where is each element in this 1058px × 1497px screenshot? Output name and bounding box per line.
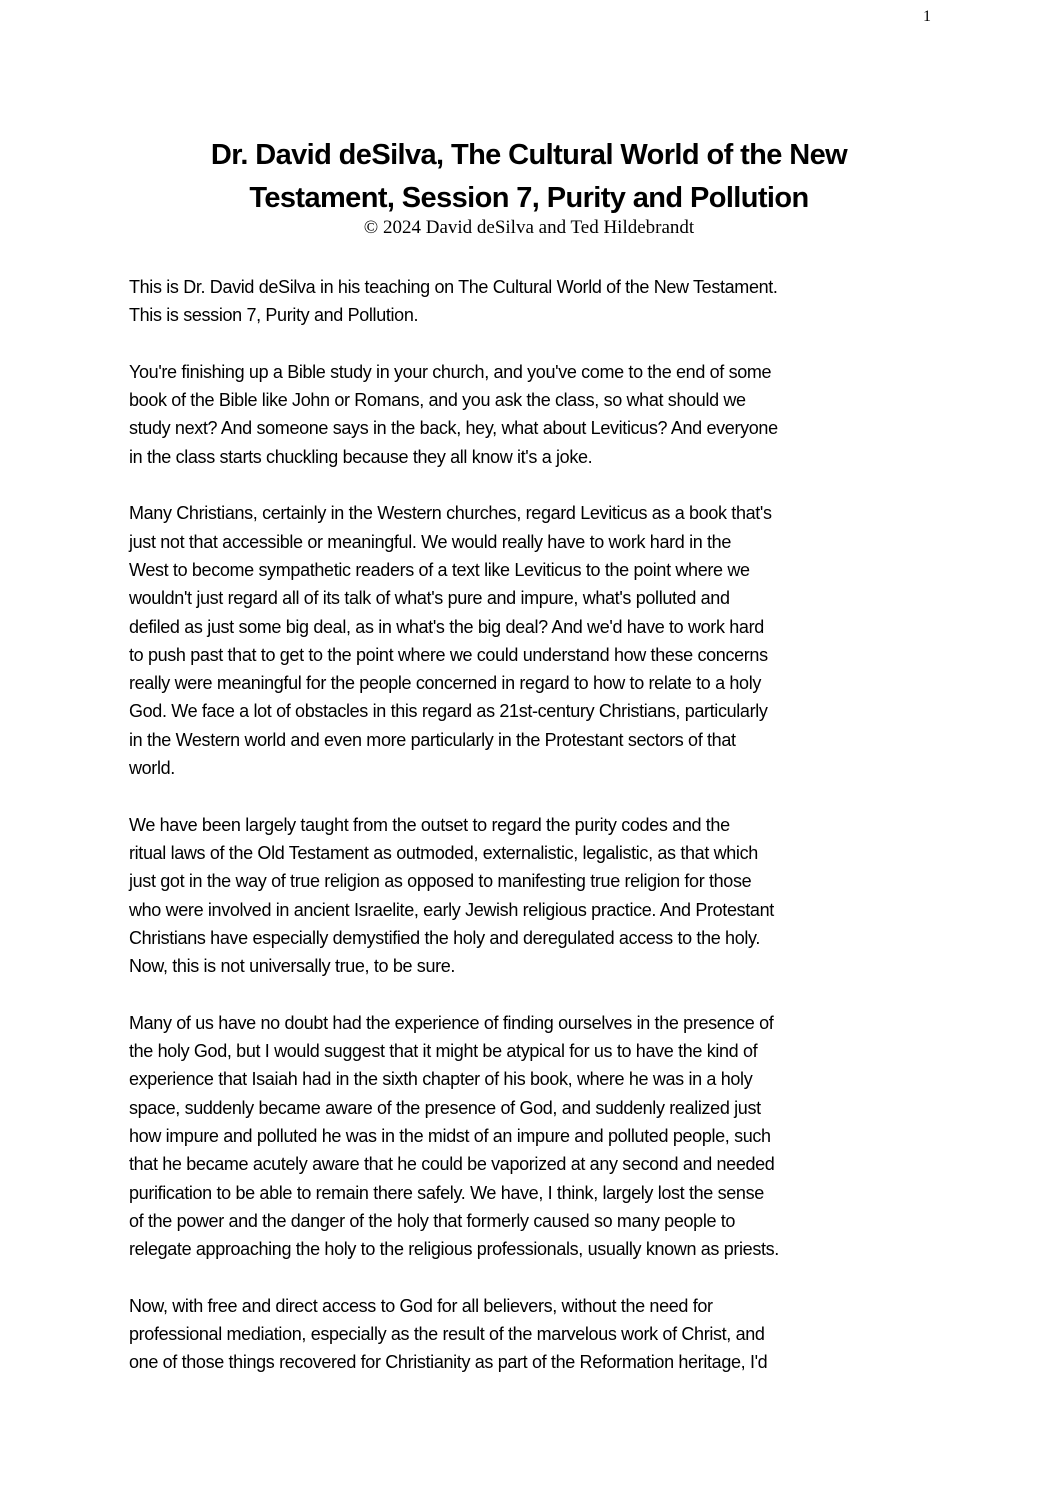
text-line: one of those things recovered for Christianity as part of the Reformation heritage, I'd bbox=[129, 1352, 768, 1373]
title-line: Testament, Session 7, Purity and Pollution bbox=[249, 182, 809, 214]
text-line: world. bbox=[129, 758, 175, 779]
paragraph bbox=[129, 1009, 929, 1264]
title-line: Dr. David deSilva, The Cultural World of the New bbox=[210, 139, 848, 171]
paragraph bbox=[129, 811, 929, 981]
text-line: purification to be able to remain there safely. We have, I think, largely lost the sense bbox=[129, 1182, 764, 1203]
text-line: God. We face a lot of obstacles in this regard as 21st-century Christians, particularly bbox=[129, 701, 768, 722]
text-line: wouldn't just regard all of its talk of what's pure and impure, what's polluted and bbox=[129, 588, 730, 609]
text-line: who were involved in ancient Israelite, early Jewish religious practice. And Protestant bbox=[129, 899, 774, 920]
text-line: ritual laws of the Old Testament as outmoded, externalistic, legalistic, as that which bbox=[129, 842, 758, 863]
text-line: in the class starts chuckling because they all know it's a joke. bbox=[129, 446, 593, 467]
text-line: the holy God, but I would suggest that it might be atypical for us to have the kind of bbox=[129, 1041, 758, 1062]
text-line: how impure and polluted he was in the midst of an impure and polluted people, such bbox=[129, 1125, 771, 1146]
page-number: 1 bbox=[923, 8, 931, 25]
text-line: Now, this is not universally true, to be sure. bbox=[129, 956, 456, 977]
document-title bbox=[0, 134, 1058, 220]
copyright-line: © 2024 David deSilva and Ted Hildebrandt bbox=[363, 217, 695, 238]
text-line: just got in the way of true religion as opposed to manifesting true religion for those bbox=[129, 871, 752, 892]
text-line: Many of us have no doubt had the experience of finding ourselves in the presence of bbox=[129, 1012, 774, 1033]
text-line: study next? And someone says in the back, hey, what about Leviticus? And everyone bbox=[129, 418, 778, 439]
text-line: This is session 7, Purity and Pollution. bbox=[129, 305, 419, 326]
paragraph bbox=[129, 499, 929, 782]
text-line: book of the Bible like John or Romans, and you ask the class, so what should we bbox=[129, 390, 746, 411]
text-line: This is Dr. David deSilva in his teaching on The Cultural World of the New Testament. bbox=[129, 277, 778, 297]
paragraph bbox=[129, 1292, 929, 1377]
text-line: space, suddenly became aware of the presence of God, and suddenly realized just bbox=[129, 1097, 761, 1118]
text-line: just not that accessible or meaningful. We would really have to work hard in the bbox=[129, 531, 732, 552]
text-line: Christians have especially demystified the holy and deregulated access to the holy. bbox=[129, 927, 760, 948]
text-line: West to become sympathetic readers of a text like Leviticus to the point where we bbox=[129, 559, 750, 580]
text-line: You're finishing up a Bible study in your church, and you've come to the end of some bbox=[129, 361, 772, 382]
text-line: defiled as just some big deal, as in what's the big deal? And we'd have to work hard bbox=[129, 616, 764, 637]
paragraph bbox=[129, 358, 929, 471]
text-line: Now, with free and direct access to God for all believers, without the need for bbox=[129, 1295, 713, 1316]
text-line: of the power and the danger of the holy that formerly caused so many people to bbox=[129, 1210, 736, 1231]
text-line: in the Western world and even more particularly in the Protestant sectors of that bbox=[129, 729, 736, 750]
text-line: Many Christians, certainly in the Western churches, regard Leviticus as a book that's bbox=[129, 503, 772, 524]
document-body bbox=[129, 273, 929, 1405]
text-line: really were meaningful for the people concerned in regard to how to relate to a holy bbox=[129, 673, 761, 694]
text-line: experience that Isaiah had in the sixth chapter of his book, where he was in a holy bbox=[129, 1069, 753, 1090]
text-line: to push past that to get to the point where we could understand how these concerns bbox=[129, 644, 768, 665]
text-line: We have been largely taught from the outset to regard the purity codes and the bbox=[129, 814, 730, 835]
text-line: relegate approaching the holy to the religious professionals, usually known as priests. bbox=[129, 1239, 779, 1260]
paragraph bbox=[129, 273, 929, 330]
text-line: professional mediation, especially as the result of the marvelous work of Christ, and bbox=[129, 1323, 765, 1344]
text-line: that he became acutely aware that he could be vaporized at any second and needed bbox=[129, 1154, 775, 1175]
